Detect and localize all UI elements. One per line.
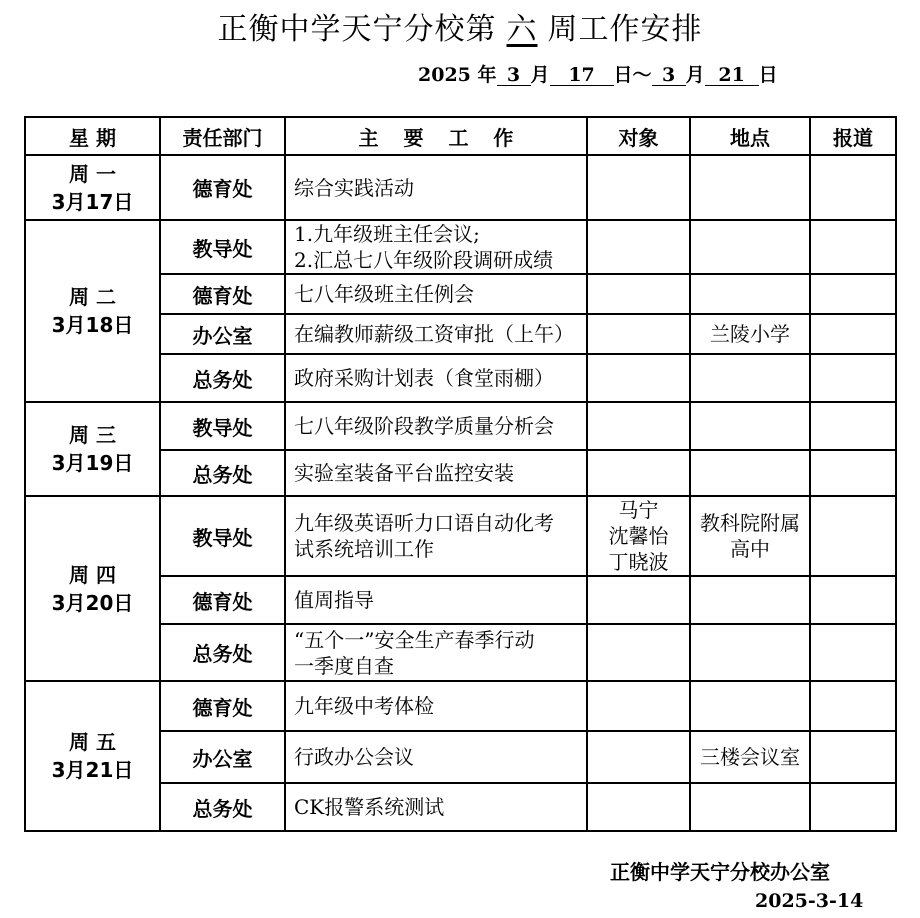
work-cell-line: 1.九年级班主任会议; — [294, 222, 480, 246]
report-cell — [811, 732, 895, 782]
weekday-label: 周 二 — [69, 285, 116, 309]
dept-cell: 教导处 — [161, 221, 284, 273]
place-cell — [691, 625, 809, 680]
work-cell-line: 七八年级班主任例会 — [294, 282, 474, 306]
work-cell — [286, 403, 586, 449]
work-cell-line: CK报警系统测试 — [294, 795, 445, 819]
place-cell-line: 兰陵小学 — [710, 322, 790, 346]
work-cell — [286, 497, 586, 575]
dept-cell: 总务处 — [161, 784, 284, 830]
place-cell-line: 高中 — [730, 537, 770, 561]
target-cell — [588, 275, 689, 313]
work-cell — [286, 221, 586, 273]
place-cell — [691, 682, 809, 730]
work-cell — [286, 156, 586, 219]
table-row — [26, 497, 895, 575]
target-cell — [588, 784, 689, 830]
work-cell-line: 行政办公会议 — [294, 745, 414, 769]
dept-cell: 教导处 — [161, 497, 284, 575]
report-cell — [811, 403, 895, 449]
table-row — [26, 156, 895, 219]
dept-cell: 教导处 — [161, 403, 284, 449]
report-cell — [811, 451, 895, 495]
work-cell — [286, 577, 586, 623]
date-start-month: 3 — [497, 65, 531, 86]
target-cell — [588, 315, 689, 353]
day-date: 3月21日 — [51, 758, 134, 782]
report-cell — [811, 625, 895, 680]
report-cell — [811, 577, 895, 623]
dept-cell: 办公室 — [161, 315, 284, 353]
target-cell — [588, 577, 689, 623]
target-cell — [588, 156, 689, 219]
header-target: 对象 — [588, 118, 689, 154]
dept-cell: 德育处 — [161, 156, 284, 219]
work-cell-line: 实验室装备平台监控安装 — [294, 461, 514, 485]
report-cell — [811, 315, 895, 353]
target-cell — [588, 682, 689, 730]
work-cell — [286, 784, 586, 830]
weekday-label: 周 三 — [69, 423, 116, 447]
place-cell — [691, 221, 809, 273]
work-cell — [286, 355, 586, 401]
header-dept: 责任部门 — [161, 118, 284, 154]
table-row — [26, 403, 895, 449]
date-day-unit: 日 — [758, 64, 778, 86]
work-cell — [286, 451, 586, 495]
report-cell — [811, 355, 895, 401]
report-cell — [811, 784, 895, 830]
work-cell-line: 九年级英语听力口语自动化考 — [294, 511, 554, 535]
header-report: 报道 — [811, 118, 895, 154]
dept-cell: 办公室 — [161, 732, 284, 782]
target-cell — [588, 497, 689, 575]
day-cell — [26, 156, 159, 219]
date-separator: 日～ — [613, 64, 652, 86]
report-cell — [811, 497, 895, 575]
target-cell — [588, 451, 689, 495]
place-cell — [691, 275, 809, 313]
footer-office: 正衡中学天宁分校办公室 — [610, 860, 830, 884]
date-year: 2025 — [418, 64, 471, 86]
work-cell-line: 综合实践活动 — [294, 175, 414, 200]
day-cell — [26, 403, 159, 495]
work-cell — [286, 732, 586, 782]
place-cell — [691, 156, 809, 219]
table-row — [26, 682, 895, 730]
dept-cell: 总务处 — [161, 625, 284, 680]
date-start-day: 17 — [550, 65, 614, 86]
report-cell — [811, 275, 895, 313]
place-cell-line: 教科院附属 — [700, 511, 800, 535]
dept-cell: 总务处 — [161, 451, 284, 495]
date-year-unit: 年 — [477, 64, 497, 86]
footer-date: 2025-3-14 — [755, 890, 864, 912]
place-cell — [691, 315, 809, 353]
place-cell — [691, 451, 809, 495]
day-cell — [26, 682, 159, 830]
work-cell-line: 值周指导 — [294, 588, 374, 612]
work-cell-line: 试系统培训工作 — [294, 537, 434, 561]
header-day: 星 期 — [26, 118, 159, 154]
header-work: 主 要 工 作 — [286, 118, 586, 154]
work-cell-line: “五个一”安全生产春季行动 — [294, 627, 535, 652]
place-cell — [691, 497, 809, 575]
header-row — [26, 118, 895, 154]
work-cell — [286, 625, 586, 680]
place-cell — [691, 577, 809, 623]
date-end-month: 3 — [652, 65, 686, 86]
day-cell — [26, 497, 159, 680]
date-month-unit-2: 月 — [685, 64, 705, 86]
report-cell — [811, 221, 895, 273]
work-cell — [286, 682, 586, 730]
title-suffix: 周工作安排 — [547, 12, 703, 47]
place-cell-line: 三楼会议室 — [700, 745, 800, 769]
weekday-label: 周 五 — [69, 730, 116, 754]
day-date: 3月20日 — [51, 590, 134, 615]
weekday-label: 周 四 — [69, 562, 116, 587]
work-cell-line: 2.汇总七八年级阶段调研成绩 — [294, 248, 554, 272]
target-cell — [588, 221, 689, 273]
target-cell — [588, 732, 689, 782]
page-title — [0, 4, 920, 48]
weekday-label: 周 一 — [69, 161, 116, 186]
place-cell — [691, 355, 809, 401]
dept-cell: 德育处 — [161, 577, 284, 623]
title-prefix: 正衡中学天宁分校第 — [217, 12, 497, 47]
target-cell-line: 丁晓波 — [608, 550, 669, 574]
schedule-table — [24, 116, 897, 832]
target-cell — [588, 403, 689, 449]
header-place: 地点 — [691, 118, 809, 154]
day-date: 3月19日 — [51, 451, 134, 475]
place-cell — [691, 403, 809, 449]
target-cell-line: 沈馨怡 — [608, 524, 669, 548]
work-cell-line: 在编教师薪级工资审批（上午） — [294, 322, 574, 346]
work-cell-line: 九年级中考体检 — [294, 694, 434, 718]
work-cell-line: 政府采购计划表（食堂雨棚） — [294, 366, 554, 390]
day-cell — [26, 221, 159, 401]
day-date: 3月18日 — [51, 313, 134, 337]
day-date: 3月17日 — [51, 189, 134, 214]
place-cell — [691, 732, 809, 782]
place-cell — [691, 784, 809, 830]
report-cell — [811, 156, 895, 219]
dept-cell: 德育处 — [161, 682, 284, 730]
work-cell-line: 七八年级阶段教学质量分析会 — [294, 414, 554, 438]
date-end-day: 21 — [705, 65, 759, 86]
work-cell — [286, 275, 586, 313]
report-cell — [811, 682, 895, 730]
work-cell-line: 一季度自查 — [294, 653, 394, 678]
target-cell — [588, 355, 689, 401]
title-week-number: 六 — [506, 12, 538, 47]
date-range — [418, 60, 778, 87]
dept-cell: 总务处 — [161, 355, 284, 401]
dept-cell: 德育处 — [161, 275, 284, 313]
table-row — [26, 221, 895, 273]
date-month-unit-1: 月 — [530, 64, 550, 86]
target-cell — [588, 625, 689, 680]
work-cell — [286, 315, 586, 353]
target-cell-line: 马宁 — [618, 498, 659, 522]
